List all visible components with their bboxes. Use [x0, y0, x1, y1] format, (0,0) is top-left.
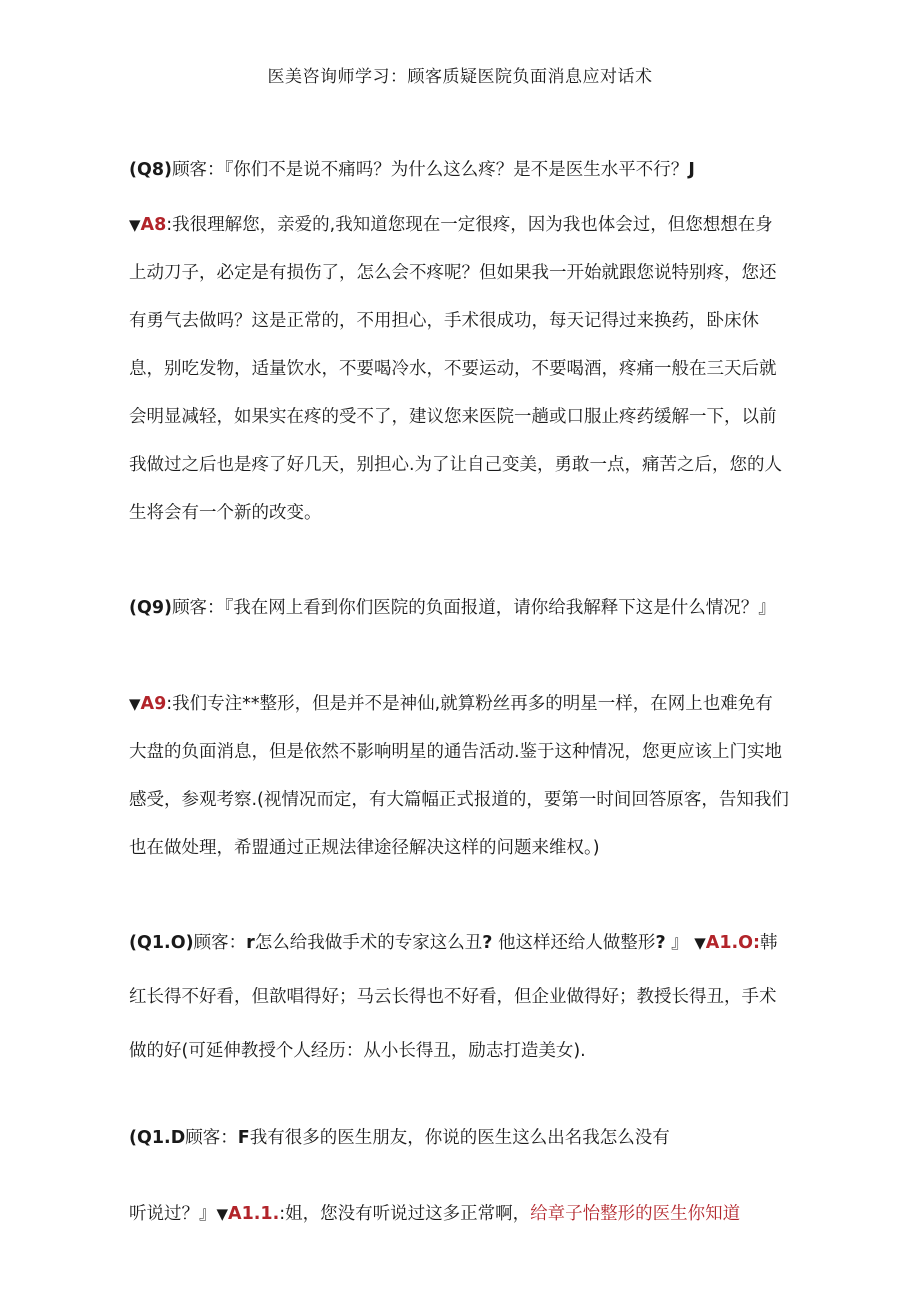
qa-block-q9 [129, 584, 789, 632]
answer-label: A8 [140, 215, 167, 235]
qa-block-q11 [129, 1120, 789, 1157]
question-mark-2: ? [655, 933, 666, 953]
question-label: (Q8) [129, 160, 173, 180]
question-label: (Q9) [129, 598, 173, 618]
question-end-mark: J [688, 160, 695, 180]
question-text: 我有很多的医生朋友，你说的医生这么出名我怎么没有 [249, 1128, 670, 1148]
answer-label: A1.1. [228, 1204, 280, 1224]
answer-block-a9 [129, 680, 789, 872]
answer-text: 韩红长得不好看，但歆唱得好；马云长得也不好看，但企业做得好；教授长得丑，手术做的好(可延伸教授个人经历：从小长得丑，励志打造美女). [129, 933, 778, 1061]
answer-marker-icon: ▼ [216, 1205, 229, 1223]
question-label: (Q1.O) [129, 933, 194, 953]
qa-block-q8 [129, 152, 789, 189]
answer-block-a8 [129, 201, 789, 537]
answer-marker-icon: ▼ [129, 695, 141, 713]
question-text-2: 他这样还给人做整形 [492, 933, 656, 953]
answer-block-a11 [129, 1196, 789, 1233]
question-open-mark: F [237, 1128, 250, 1148]
question-label: (Q1.D [129, 1128, 186, 1148]
answer-marker-icon: ▼ [129, 216, 141, 234]
answer-marker-icon: ▼ [694, 934, 706, 952]
question-continuation: 听说过？』 [129, 1204, 217, 1224]
question-text: 顾客：『你们不是说不痛吗？为什么这么疼？是不是医生水平不行？ [172, 160, 689, 180]
answer-text: :我们专注**整形，但是并不是神仙,就算粉丝再多的明星一样，在网上也难免有大盘的负面消息，但是依然不影响明星的通告活动.鉴于这种情况，您更应该上门实地感受，参观考察.(视情况而定，有大篇幅正式报道的，要第一时间回答原客，告知我们也在做处理，希盟通过正规法律途径解决这样的问题来维权。) [129, 694, 789, 858]
question-open-mark: r [246, 933, 255, 953]
answer-highlight-text: 给章子怡整形的医生你知道 [530, 1204, 741, 1224]
question-prefix: 顾客： [185, 1128, 238, 1148]
answer-text: :我很理解您，亲爱的,我知道您现在一定很疼，因为我也体会过，但您想想在身上动刀子，必定是有损伤了，怎么会不疼呢？但如果我一开始就跟您说特别疼，您还有勇气去做吗？这是正常的，不用担心，手术很成功，每天记得过来换药，卧床休息，别吃发物，适量饮水，不要喝冷水，不要运动，不要喝酒，疼痛一般在三天后就会明显减轻，如果实在疼的受不了，建议您来医院一趟或口服止疼药缓解一下，以前我做过之后也是疼了好几天，别担心.为了让自己变美，勇敢一点，痛苦之后，您的人生将会有一个新的改变。 [129, 215, 783, 523]
question-text: 怎么给我做手术的专家这么丑 [254, 933, 483, 953]
answer-colon: : [753, 933, 761, 953]
answer-label: A1.O [705, 933, 754, 953]
answer-label: A9 [140, 694, 167, 714]
question-mark-1: ? [482, 933, 493, 953]
page-title: 医美咨询师学习：顾客质疑医院负面消息应对话术 [267, 67, 653, 87]
question-prefix: 顾客： [193, 933, 247, 953]
question-close: 』 [665, 933, 689, 953]
qa-block-q10 [129, 916, 789, 1078]
answer-text: :姐，您没有听说过这多正常啊， [279, 1204, 531, 1224]
question-text: 顾客：『我在网上看到你们医院的负面报道，请你给我解释下这是什么情况？』 [172, 598, 776, 618]
